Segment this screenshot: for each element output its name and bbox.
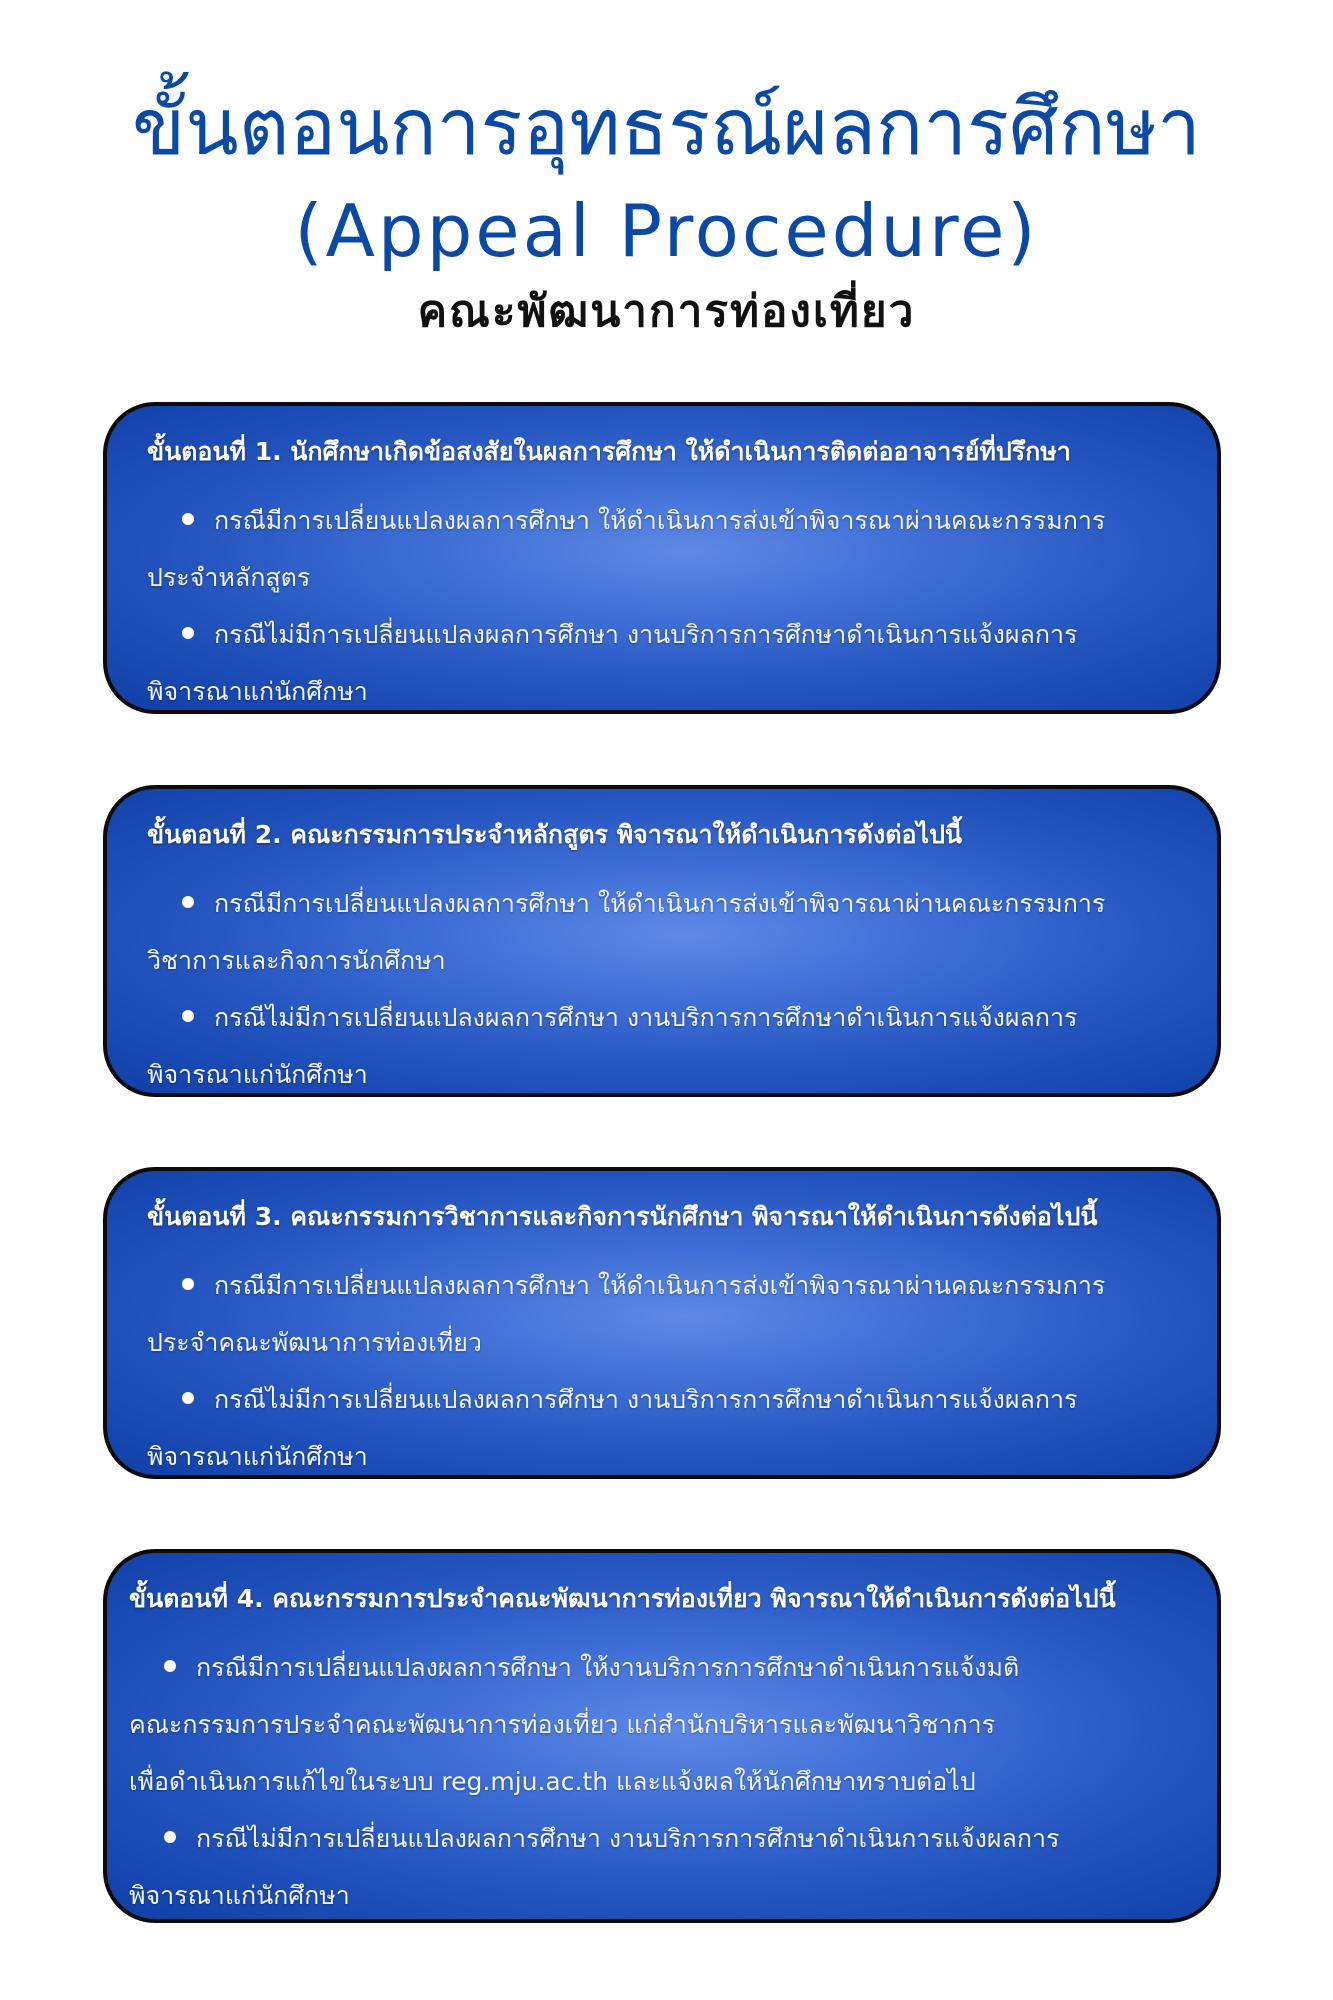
item-text: กรณีมีการเปลี่ยนแปลงผลการศึกษา ให้ดำเนินการส่งเข้าพิจารณาผ่านคณะกรรมการ [214, 1271, 1106, 1300]
step-4-item-1 [129, 1639, 1177, 1696]
item-text-continued: คณะกรรมการประจำคณะพัฒนาการท่องเที่ยว แก่สำนักบริหารและพัฒนาวิชาการ [129, 1710, 996, 1739]
step-3-body [147, 1257, 1177, 1485]
item-text: กรณีไม่มีการเปลี่ยนแปลงผลการศึกษา งานบริการการศึกษาดำเนินการแจ้งผลการ [214, 620, 1078, 649]
step-2-body [147, 875, 1177, 1103]
step-1-heading: ขั้นตอนที่ 1. นักศึกษาเกิดข้อสงสัยในผลการศึกษา ให้ดำเนินการติดต่ออาจารย์ที่ปรึกษา [147, 437, 1071, 466]
item-text: กรณีมีการเปลี่ยนแปลงผลการศึกษา ให้ดำเนินการส่งเข้าพิจารณาผ่านคณะกรรมการ [214, 506, 1106, 535]
bullet-icon [182, 627, 194, 639]
item-text: กรณีมีการเปลี่ยนแปลงผลการศึกษา ให้งานบริการการศึกษาดำเนินการแจ้งมติ [196, 1653, 1020, 1682]
step-3-item-1 [147, 1257, 1177, 1314]
step-2-item-2 [147, 989, 1177, 1046]
faculty-subtitle: คณะพัฒนาการท่องเที่ยว [417, 286, 916, 337]
bullet-icon [182, 1278, 194, 1290]
item-text-continued: พิจารณาแก่นักศึกษา [129, 1881, 350, 1910]
step-1-item-2 [147, 606, 1177, 663]
item-text: กรณีมีการเปลี่ยนแปลงผลการศึกษา ให้ดำเนินการส่งเข้าพิจารณาผ่านคณะกรรมการ [214, 889, 1106, 918]
item-text: กรณีไม่มีการเปลี่ยนแปลงผลการศึกษา งานบริการการศึกษาดำเนินการแจ้งผลการ [214, 1003, 1078, 1032]
step-3-box [103, 1167, 1221, 1479]
step-3-item-2 [147, 1371, 1177, 1428]
bullet-icon [164, 1660, 176, 1672]
step-1-item-1 [147, 492, 1177, 549]
item-text: กรณีไม่มีการเปลี่ยนแปลงผลการศึกษา งานบริการการศึกษาดำเนินการแจ้งผลการ [196, 1824, 1060, 1853]
page-title: ขั้นตอนการอุทธรณ์ผลการศึกษา [132, 83, 1201, 173]
step-4-heading: ขั้นตอนที่ 4. คณะกรรมการประจำคณะพัฒนาการท่องเที่ยว พิจารณาให้ดำเนินการดังต่อไปนี้ [129, 1584, 1116, 1613]
item-text-continued: เพื่อดำเนินการแก้ไขในระบบ reg.mju.ac.th และแจ้งผลให้นักศึกษาทราบต่อไป [129, 1767, 976, 1796]
bullet-icon [182, 1392, 194, 1404]
step-3-heading: ขั้นตอนที่ 3. คณะกรรมการวิชาการและกิจการนักศึกษา พิจารณาให้ดำเนินการดังต่อไปนี้ [147, 1202, 1098, 1231]
bullet-icon [182, 1010, 194, 1022]
item-text: กรณีไม่มีการเปลี่ยนแปลงผลการศึกษา งานบริการการศึกษาดำเนินการแจ้งผลการ [214, 1385, 1078, 1414]
step-2-item-1 [147, 875, 1177, 932]
step-4-item-2 [129, 1810, 1177, 1867]
step-1-box [103, 402, 1221, 714]
page-title-english: (Appeal Procedure) [294, 189, 1039, 273]
item-text-continued: พิจารณาแก่นักศึกษา [147, 1442, 368, 1471]
bullet-icon [164, 1831, 176, 1843]
item-text-continued: วิชาการและกิจการนักศึกษา [147, 946, 446, 975]
step-4-body [129, 1639, 1177, 1924]
item-text-continued: ประจำหลักสูตร [147, 563, 311, 592]
item-text-continued: พิจารณาแก่นักศึกษา [147, 1060, 368, 1089]
step-2-box [103, 785, 1221, 1097]
bullet-icon [182, 513, 194, 525]
step-4-box [103, 1549, 1221, 1923]
step-2-heading: ขั้นตอนที่ 2. คณะกรรมการประจำหลักสูตร พิจารณาให้ดำเนินการดังต่อไปนี้ [147, 820, 963, 849]
item-text-continued: พิจารณาแก่นักศึกษา [147, 677, 368, 706]
item-text-continued: ประจำคณะพัฒนาการท่องเที่ยว [147, 1328, 482, 1357]
bullet-icon [182, 896, 194, 908]
step-1-body [147, 492, 1177, 720]
